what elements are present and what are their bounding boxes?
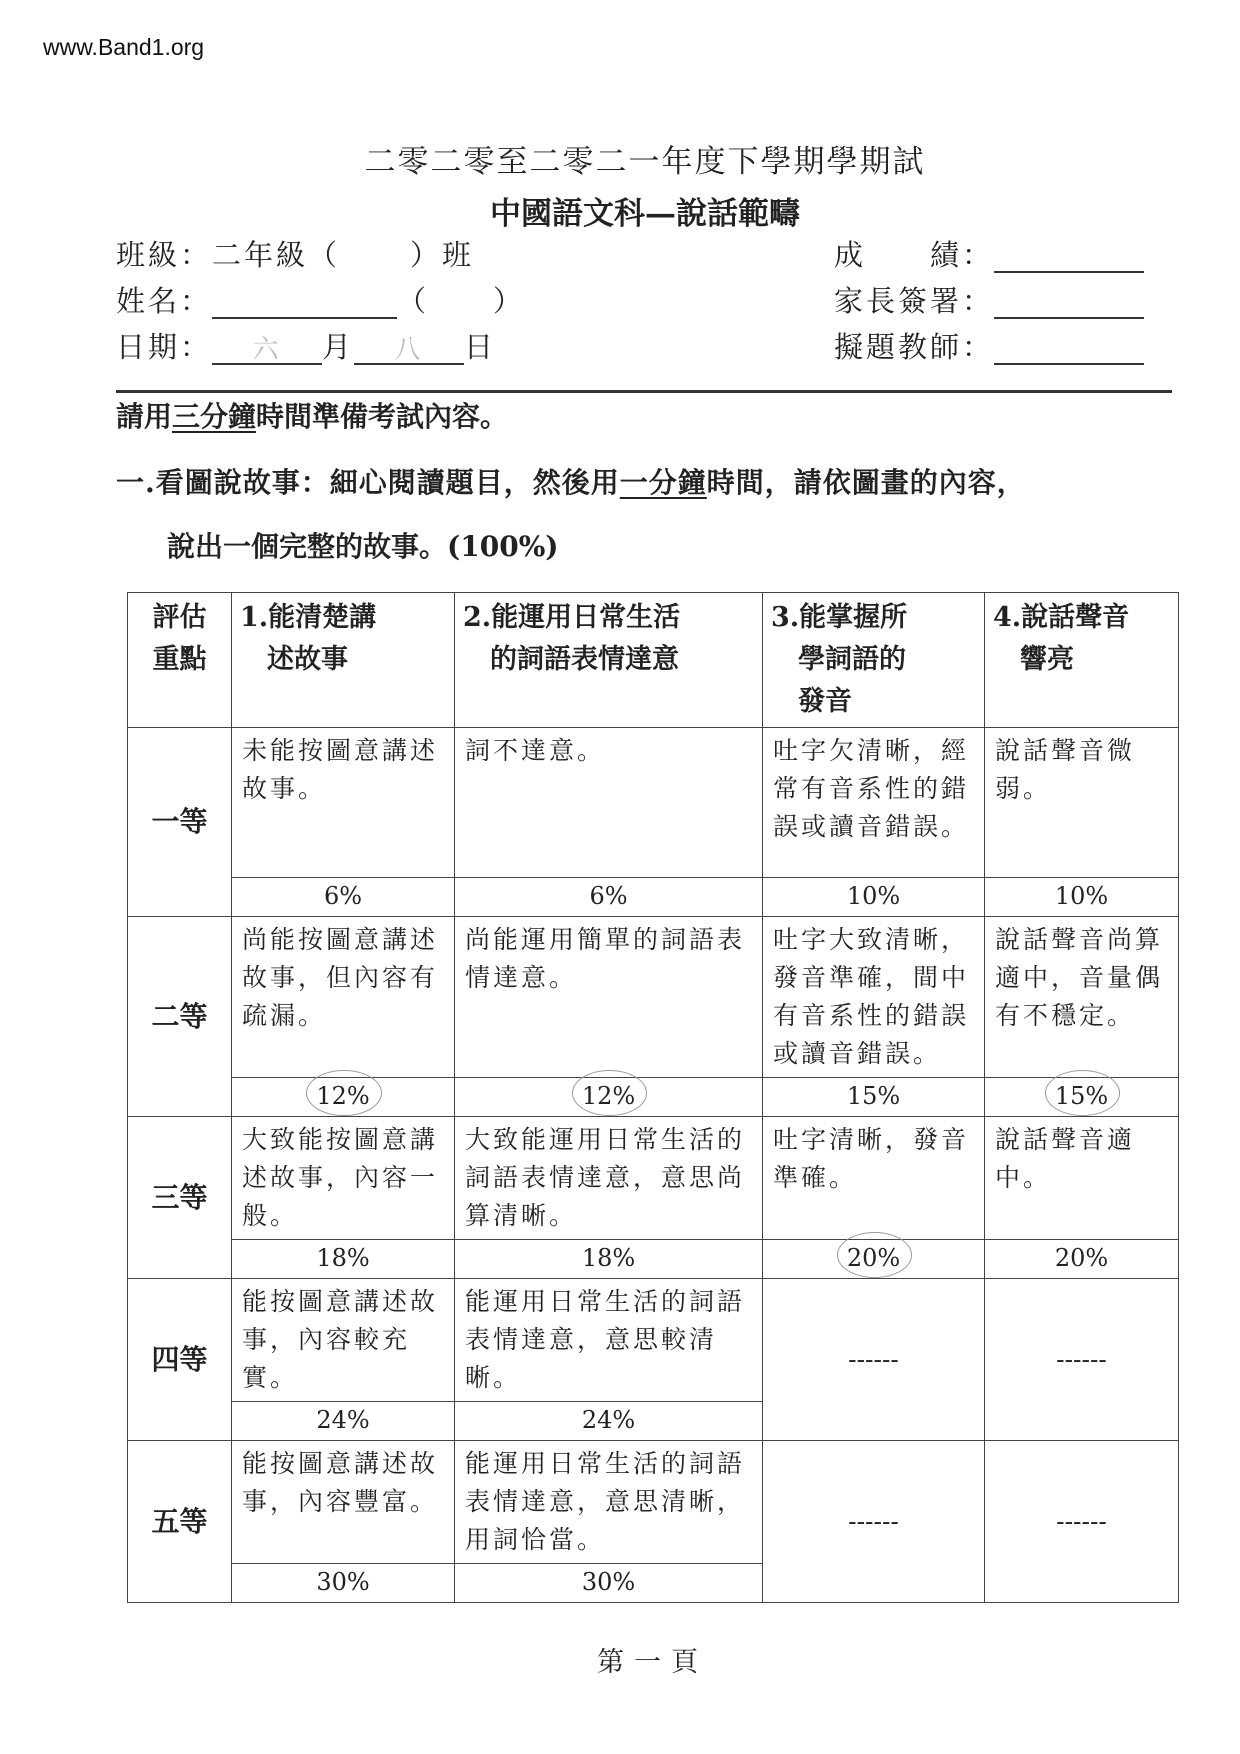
criterion-desc: ------ — [985, 1279, 1179, 1441]
score-percent: 10% — [763, 878, 985, 917]
score-percent: 30% — [232, 1564, 455, 1603]
criterion-desc: 能按圖意講述故事，內容較充實。 — [232, 1279, 455, 1402]
score-percent: 6% — [455, 878, 763, 917]
page-number: 第一頁 — [597, 1647, 708, 1678]
exam-title: 二零二零至二零二一年度下學期學期試 — [364, 144, 926, 180]
score-percent: 24% — [232, 1402, 455, 1441]
parent-signature-field[interactable]: 家長簽署： — [834, 284, 1144, 319]
criterion-desc: 吐字大致清晰，發音準確，間中有音系性的錯誤或讀音錯誤。 — [763, 917, 985, 1078]
month-handwritten: 六 — [252, 334, 282, 365]
question-1-line2: 說出一個完整的故事。(100%) — [167, 530, 559, 563]
teacher-field[interactable]: 擬題教師： — [834, 330, 1144, 365]
criterion-desc: 吐字清晰，發音準確。 — [763, 1117, 985, 1240]
grade-label: 三等 — [128, 1117, 232, 1279]
criterion-desc: 詞不達意。 — [455, 728, 763, 878]
criterion-desc: 尚能運用簡單的詞語表情達意。 — [455, 917, 763, 1078]
class-field: 班級：二年級（ ）班 — [116, 238, 475, 272]
criterion-desc: 未能按圖意講述故事。 — [232, 728, 455, 878]
question-1: 一.看圖說故事：細心閱讀題目，然後用一分鐘時間，請依圖畫的內容， — [116, 466, 1026, 499]
criterion-desc: 吐字欠清晰，經常有音系性的錯誤或讀音錯誤。 — [763, 728, 985, 878]
table-row — [128, 917, 1179, 1078]
divider — [116, 390, 1172, 393]
rubric-section — [127, 592, 1178, 1679]
criterion-desc: 說話聲音適中。 — [985, 1117, 1179, 1240]
header-cell: 2.能運用日常生活 的詞語表情達意 — [455, 593, 763, 728]
criterion-desc: 大致能按圖意講述故事，內容一般。 — [232, 1117, 455, 1240]
name-field[interactable]: 姓名： （ ） — [116, 284, 526, 318]
criterion-desc: ------ — [985, 1441, 1179, 1603]
criterion-desc: 能運用日常生活的詞語表情達意，意思較清晰。 — [455, 1279, 763, 1402]
date-field[interactable]: 日期： 六 月 八 日 — [116, 330, 497, 365]
score-percent: 30% — [455, 1564, 763, 1603]
score-percent: 20% — [763, 1240, 985, 1279]
criterion-desc: 能按圖意講述故事，內容豐富。 — [232, 1441, 455, 1564]
criterion-desc: 說話聲音微弱。 — [985, 728, 1179, 878]
score-percent: 18% — [232, 1240, 455, 1279]
criterion-desc: 能運用日常生活的詞語表情達意，意思清晰，用詞恰當。 — [455, 1441, 763, 1564]
score-percent: 12% — [232, 1078, 455, 1117]
score-field[interactable]: 成 績： — [834, 238, 1144, 273]
table-row — [128, 1279, 1179, 1402]
score-percent: 15% — [985, 1078, 1179, 1117]
criterion-desc: ------ — [763, 1441, 985, 1603]
header-cell: 4.說話聲音 響亮 — [985, 593, 1179, 728]
grade-label: 四等 — [128, 1279, 232, 1441]
header-cell: 3.能掌握所 學詞語的 發音 — [763, 593, 985, 728]
criterion-desc: 說話聲音尚算適中，音量偶有不穩定。 — [985, 917, 1179, 1078]
header-cell: 評估 重點 — [128, 593, 232, 728]
instruction: 請用三分鐘時間準備考試內容。 — [116, 400, 509, 433]
table-row — [128, 1441, 1179, 1564]
table-row — [128, 1117, 1179, 1240]
grade-label: 二等 — [128, 917, 232, 1117]
score-percent: 18% — [455, 1240, 763, 1279]
header-cell: 1.能清楚講 述故事 — [232, 593, 455, 728]
table-row — [128, 728, 1179, 878]
name-blank[interactable] — [212, 287, 397, 319]
watermark: www.Band1.org — [43, 34, 205, 60]
score-percent: 6% — [232, 878, 455, 917]
criterion-desc: 大致能運用日常生活的詞語表情達意，意思尚算清晰。 — [455, 1117, 763, 1240]
grade-label: 一等 — [128, 728, 232, 917]
criterion-desc: ------ — [763, 1279, 985, 1441]
score-percent: 12% — [455, 1078, 763, 1117]
grade-label: 五等 — [128, 1441, 232, 1603]
score-percent: 24% — [455, 1402, 763, 1441]
day-handwritten: 八 — [394, 334, 424, 365]
criterion-desc: 尚能按圖意講述故事，但內容有疏漏。 — [232, 917, 455, 1078]
score-percent: 10% — [985, 878, 1179, 917]
rubric-table — [127, 592, 1179, 1603]
exam-subtitle: 中國語文科—說話範疇 — [490, 196, 800, 232]
score-percent: 15% — [763, 1078, 985, 1117]
score-percent: 20% — [985, 1240, 1179, 1279]
